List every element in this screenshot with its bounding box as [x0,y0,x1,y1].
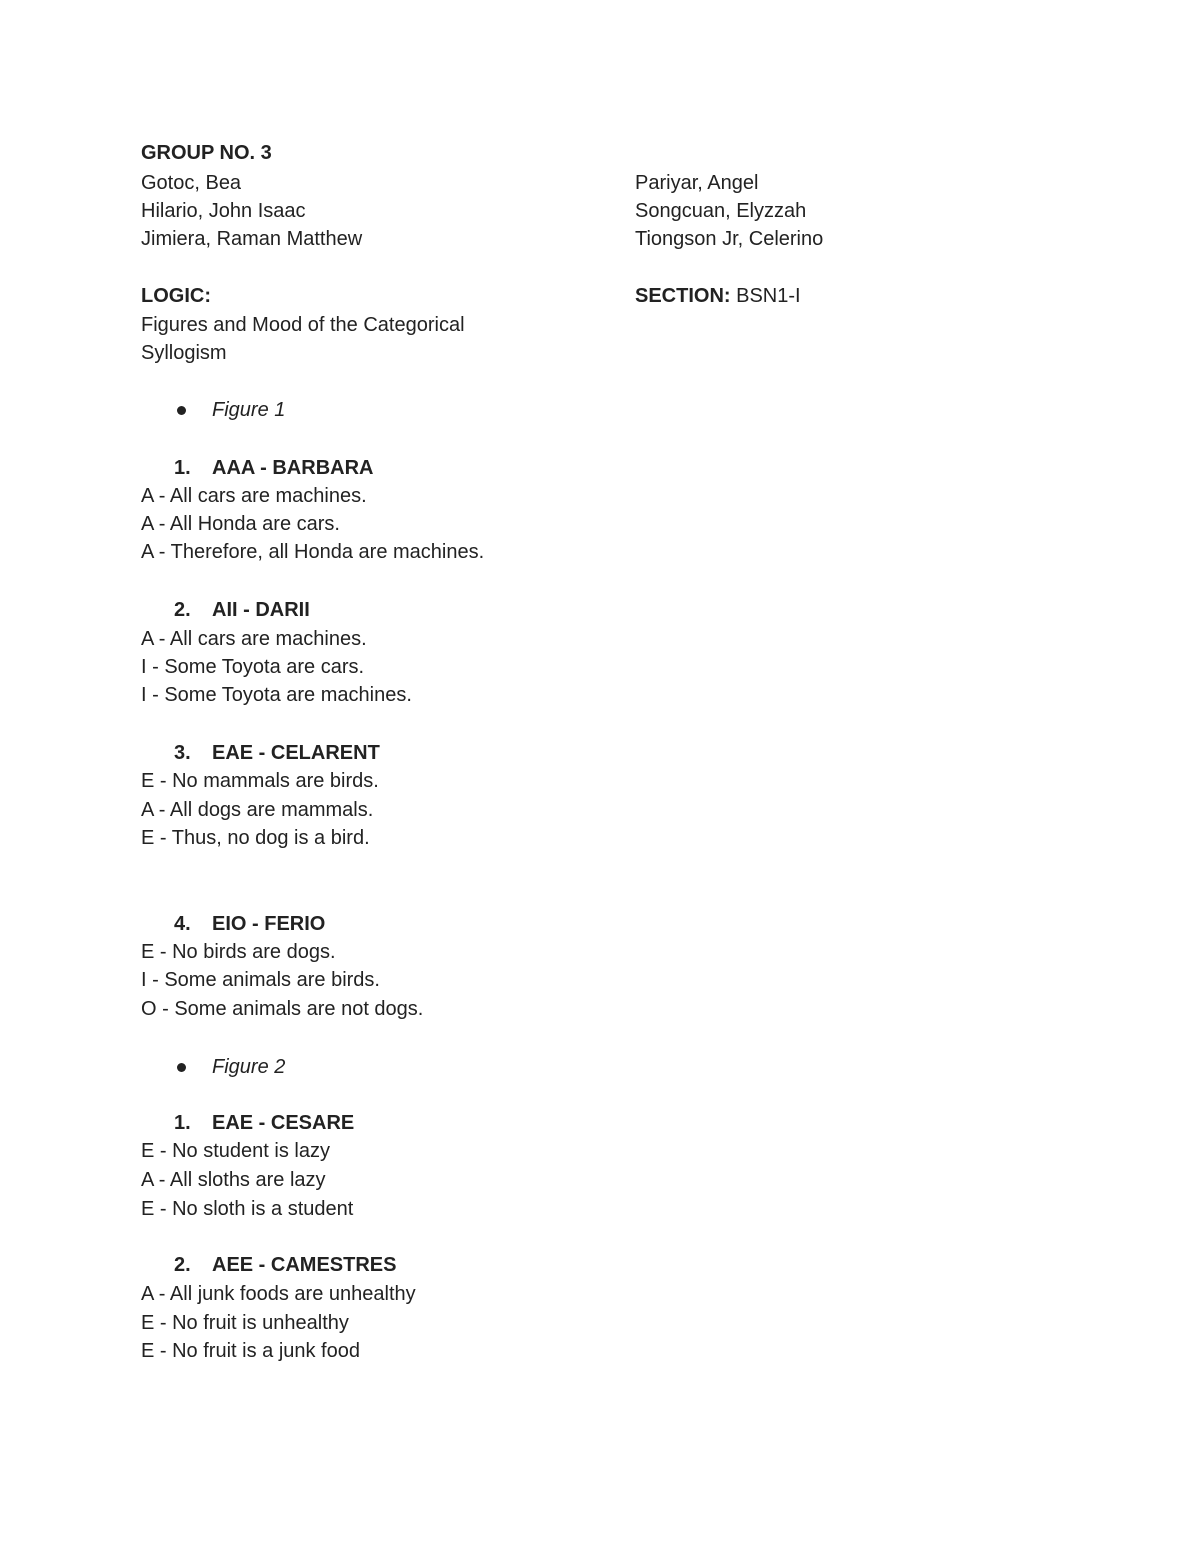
mood-heading: EAE - CELARENT [212,742,380,764]
subject-label: LOGIC: [141,285,211,307]
premise-line: E - No mammals are birds. [141,770,379,792]
mood-heading: EIO - FERIO [212,913,326,935]
member-name: Hilario, John Isaac [141,200,306,222]
item-number: 4. [174,913,191,935]
member-name: Tiongson Jr, Celerino [635,228,824,250]
premise-line: A - All dogs are mammals. [141,799,374,821]
conclusion-line: A - Therefore, all Honda are machines. [141,541,485,563]
subject-title: Figures and Mood of the Categorical [141,314,465,336]
premise-line: E - No student is lazy [141,1140,330,1162]
section-info [635,282,801,310]
premise-line: A - All sloths are lazy [141,1169,326,1191]
premise-line: A - All cars are machines. [141,485,367,507]
premise-line: I - Some Toyota are cars. [141,656,365,678]
premise-line: I - Some animals are birds. [141,969,380,991]
member-name: Pariyar, Angel [635,172,759,194]
item-number: 1. [174,1112,191,1134]
member-name: Jimiera, Raman Matthew [141,228,363,250]
subject-title: Syllogism [141,342,227,364]
mood-heading: EAE - CESARE [212,1112,355,1134]
conclusion-line: E - No fruit is a junk food [141,1340,360,1362]
conclusion-line: E - No sloth is a student [141,1198,354,1220]
mood-heading: AAA - BARBARA [212,457,374,479]
figure-label: Figure 2 [212,1056,286,1078]
premise-line: E - No fruit is unhealthy [141,1312,349,1334]
premise-line: A - All junk foods are unhealthy [141,1283,416,1305]
item-number: 3. [174,742,191,764]
figure-label: Figure 1 [212,399,286,421]
conclusion-line: E - Thus, no dog is a bird. [141,827,370,849]
section-value: BSN1-I [730,285,801,307]
mood-heading: AII - DARII [212,599,310,621]
bullet-icon [177,1063,186,1072]
member-name: Songcuan, Elyzzah [635,200,807,222]
member-name: Gotoc, Bea [141,172,242,194]
premise-line: E - No birds are dogs. [141,941,336,963]
bullet-icon [177,406,186,415]
conclusion-line: O - Some animals are not dogs. [141,998,424,1020]
item-number: 2. [174,599,191,621]
premise-line: A - All cars are machines. [141,628,367,650]
group-title: GROUP NO. 3 [141,142,272,164]
item-number: 2. [174,1254,191,1276]
premise-line: A - All Honda are cars. [141,513,340,535]
section-label: SECTION: [635,285,731,307]
conclusion-line: I - Some Toyota are machines. [141,684,412,706]
mood-heading: AEE - CAMESTRES [212,1254,397,1276]
item-number: 1. [174,457,191,479]
